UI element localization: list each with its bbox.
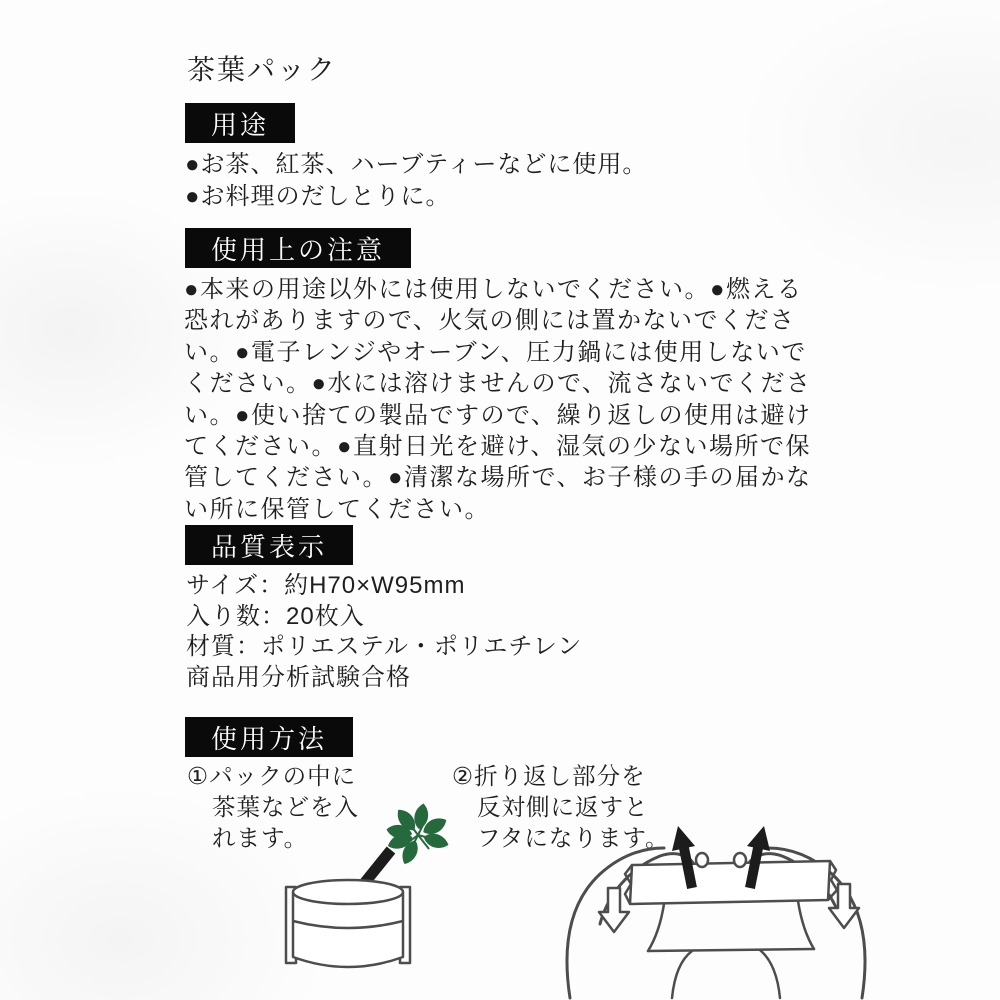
- section-heading-howto: [185, 717, 353, 757]
- usage-item: ●お茶、紅茶、ハーブティーなどに使用。: [185, 151, 648, 178]
- step1-illustration: [283, 795, 488, 995]
- quality-spec-certification: 商品用分析試験合格: [186, 663, 411, 691]
- section-heading-caution: [185, 228, 411, 268]
- howto-step-1-line: ①パックの中に: [187, 763, 357, 789]
- usage-item: ●お料理のだしとりに。: [185, 183, 451, 210]
- quality-spec-list: [186, 571, 582, 693]
- quality-spec-size: サイズ：約H70×W95mm: [186, 572, 466, 599]
- section-heading-howto-label: 使用方法: [211, 723, 328, 754]
- howto-step-2-line: ②折り返し部分を: [452, 763, 646, 789]
- howto-step-2-line: フタになります。: [477, 825, 670, 851]
- quality-spec-count: 入り数：20枚入: [186, 602, 365, 630]
- section-heading-usage: [185, 103, 295, 143]
- section-heading-quality-label: 品質表示: [211, 531, 328, 562]
- tea-leaves-icon: [385, 802, 450, 867]
- tea-pack-icon: [286, 880, 410, 967]
- howto-step-1-line: れます。: [212, 825, 309, 851]
- page-title: 茶葉パック: [187, 54, 338, 85]
- howto-step-1-line: 茶葉などを入: [212, 794, 359, 820]
- step2-illustration: [542, 808, 877, 1000]
- section-heading-caution-label: 使用上の注意: [211, 234, 386, 265]
- section-heading-quality: [185, 525, 353, 565]
- fold-flap-icon: [625, 861, 837, 904]
- caution-paragraph: ●本来の用途以外には使用しないでください。●燃える恐れがありますので、火気の側には置かないでください。●電子レンジやオーブン、圧力鍋には使用しないでください。●水には溶けませんので、流さないでください。●使い捨ての製品ですので、繰り返しの使用は避けてください。●直射日光を避け、湿気の少ない場所で保管してください。●清潔な場所で、お子様の手の届かない所に保管してください。: [184, 276, 812, 523]
- usage-list: [185, 149, 647, 213]
- howto-step-2-line: 反対側に返すと: [477, 794, 649, 820]
- pack-body-icon: [648, 901, 814, 998]
- section-heading-usage-label: 用途: [211, 109, 270, 140]
- quality-spec-material: 材質：ポリエステル・ポリエチレン: [186, 633, 583, 660]
